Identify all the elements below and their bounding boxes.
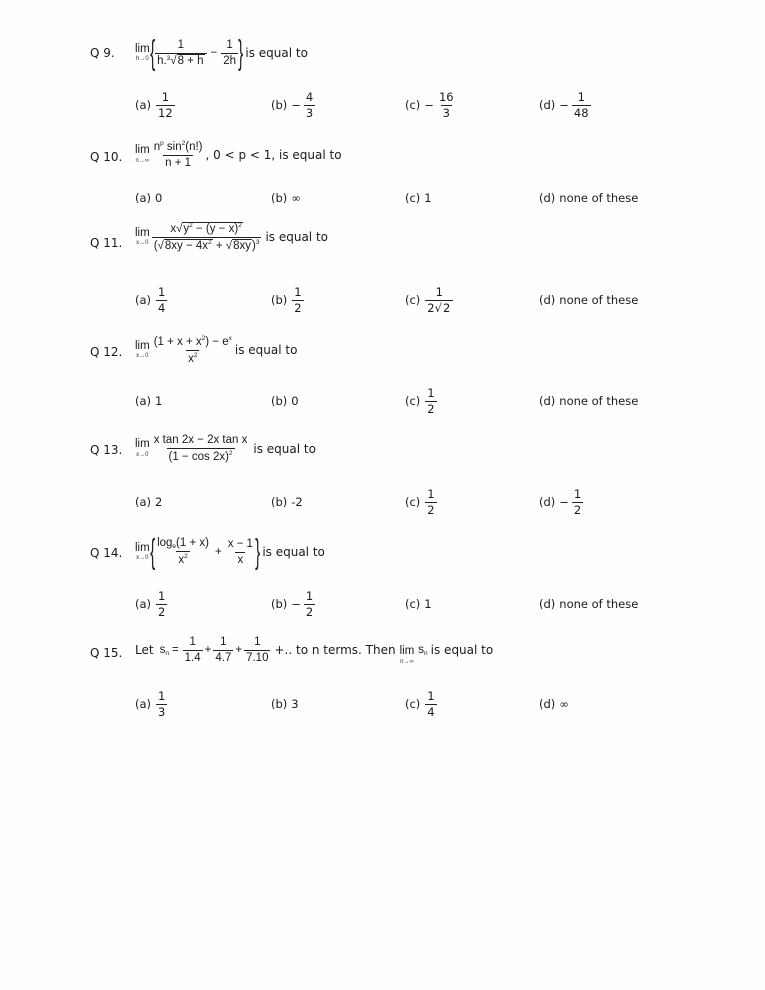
fraction: $\frac{x - 1}{x}$ <box>227 537 253 566</box>
fraction: $\frac{x√y^2 - (y - x)^2}{(√8xy - 4x^2 + √8xy)^3}$ <box>153 222 260 252</box>
question-number: Q 13. <box>90 443 123 457</box>
option-a[interactable]: (a) 2 <box>135 495 163 509</box>
option-d[interactable]: (d) none of these <box>539 394 639 408</box>
right-brace: } <box>238 34 244 72</box>
option-d[interactable]: (d) − $\frac{1}{48}$ <box>539 89 589 120</box>
option-c[interactable]: (c) $\frac{1}{2√2}$ <box>405 285 454 315</box>
question-stem: lim n→∞ $\frac{n^p \sin^2(n!)}{n + 1}$ , 0 < p < 1, is equal to <box>135 140 342 169</box>
fraction: $\frac{\text{x tan 2x − 2x tan x}}{(1 - \cos 2x)^2}$ <box>153 434 248 463</box>
option-d[interactable]: (d) − $\frac{1}{2}$ <box>539 486 582 517</box>
limit-operator: lim x→0 <box>135 339 150 360</box>
fraction: $\frac{1}{4.7}$ <box>215 636 232 664</box>
question-number: Q 10. <box>90 150 123 164</box>
left-brace: { <box>149 533 155 571</box>
question-number: Q 14. <box>90 546 123 560</box>
option-c[interactable]: (c) 1 <box>405 191 432 205</box>
limit-operator: lim h→0 <box>135 42 150 63</box>
left-brace: { <box>149 34 155 72</box>
options-row <box>135 386 655 416</box>
fraction: $\frac{1}{1.4}$ <box>184 636 201 664</box>
option-a[interactable]: (a) $\frac{1}{2}$ <box>135 588 166 619</box>
option-c[interactable]: (c) 1 <box>405 597 432 611</box>
option-b[interactable]: (b) − $\frac{1}{2}$ <box>271 588 314 619</box>
question-stem: lim x→0 $\frac{x√y^2 - (y - x)^2}{(√8xy - 4x^2 + √8xy)^3}$ is equal to <box>135 222 328 252</box>
limit-operator: lim x→0 <box>135 541 150 562</box>
question-number: Q 11. <box>90 236 123 250</box>
options-row <box>135 285 655 315</box>
limit-operator: lim x→0 <box>135 438 150 458</box>
option-c[interactable]: (c) $\frac{1}{2}$ <box>405 486 435 517</box>
option-a[interactable]: (a) $\frac{1}{12}$ <box>135 89 173 120</box>
option-a[interactable]: (a) $\frac{1}{4}$ <box>135 284 166 315</box>
options-row <box>135 589 655 619</box>
option-d[interactable]: (d) none of these <box>539 191 639 205</box>
fraction: $\frac{(1 + x + x^2) - e^x}{x^2}$ <box>153 335 232 365</box>
fraction: $\frac{1}{h.^3√8 + h}$ <box>155 39 206 67</box>
option-a[interactable]: (a) 1 <box>135 394 163 408</box>
question-number: Q 15. <box>90 646 123 660</box>
option-b[interactable]: (b) ∞ <box>271 191 301 205</box>
option-d[interactable]: (d) ∞ <box>539 697 569 711</box>
question-stem: lim x→0 $\frac{\text{x tan 2x − 2x tan x}}{(1 - \cos 2x)^2}$ is equal to <box>135 434 316 463</box>
options-row <box>135 183 655 213</box>
option-c[interactable]: (c) $\frac{1}{4}$ <box>405 688 435 719</box>
option-a[interactable]: (a) 0 <box>135 191 163 205</box>
fraction: $\frac{\log_e(1 + x)}{x^2}$ <box>157 537 209 567</box>
fraction: $\frac{n^p \sin^2(n!)}{n + 1}$ <box>153 140 203 169</box>
option-c[interactable]: (c) − $\frac{16}{3}$ <box>405 89 454 120</box>
option-a[interactable]: (a) $\frac{1}{3}$ <box>135 688 166 719</box>
fraction: $\frac{1}{7.10}$ <box>246 636 269 664</box>
question-stem: Let $s_n$ = $\frac{1}{1.4}$ + $\frac{1}{4.7}$ + $\frac{1}{7.10}$ +.. to n terms. Then lim n→∞ $s_n$ is equal to <box>135 636 494 665</box>
option-d[interactable]: (d) none of these <box>539 293 639 307</box>
option-b[interactable]: (b) -2 <box>271 495 303 509</box>
question-stem: lim x→0 { $\frac{\log_e(1 + x)}{x^2}$ + $\frac{x - 1}{x}$ } is equal to <box>135 533 325 571</box>
option-b[interactable]: (b) $\frac{1}{2}$ <box>271 284 302 315</box>
option-b[interactable]: (b) 0 <box>271 394 299 408</box>
limit-operator: lim x→0 <box>135 226 150 247</box>
option-b[interactable]: (b) − $\frac{4}{3}$ <box>271 89 314 120</box>
fraction: $\frac{1}{2h}$ <box>223 38 237 67</box>
limit-operator: lim n→∞ <box>399 645 415 665</box>
option-c[interactable]: (c) $\frac{1}{2}$ <box>405 385 435 416</box>
options-row <box>135 90 655 120</box>
question-stem: lim x→0 $\frac{(1 + x + x^2) - e^x}{x^2}$ is equal to <box>135 335 298 365</box>
options-row <box>135 689 655 719</box>
question-number: Q 12. <box>90 345 123 359</box>
limit-operator: lim n→∞ <box>135 144 150 164</box>
options-row <box>135 487 655 517</box>
option-d[interactable]: (d) none of these <box>539 597 639 611</box>
question-stem: lim h→0 { $\frac{1}{h.^3√8 + h}$ − $\frac{1}{2h}$ } is equal to <box>135 34 308 72</box>
right-brace: } <box>255 533 261 571</box>
question-number: Q 9. <box>90 46 115 60</box>
option-b[interactable]: (b) 3 <box>271 697 299 711</box>
